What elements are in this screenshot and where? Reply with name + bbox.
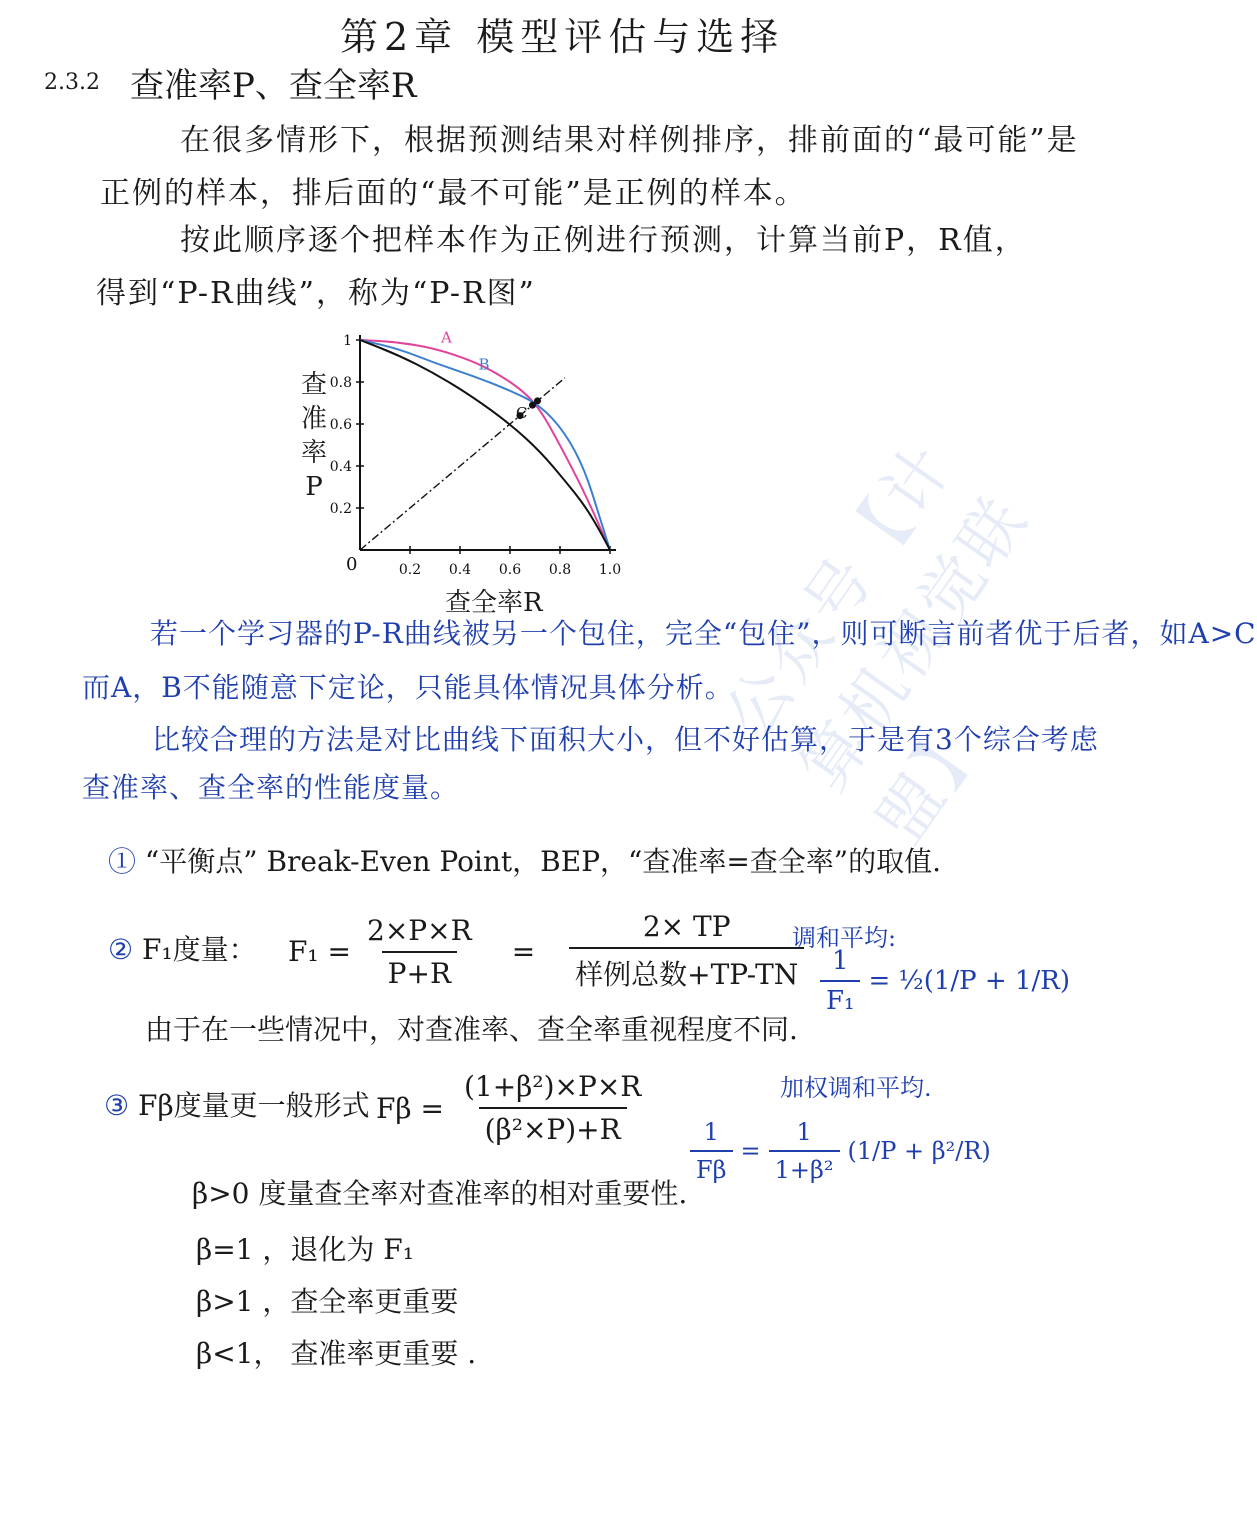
intro-line-4: 得到“P-R曲线”，称为“P-R图” — [96, 276, 536, 311]
chart-bep — [360, 378, 565, 550]
fbeta-note-tail: (1/P + β²/R) — [847, 1137, 991, 1165]
fbeta-note-rhs-den: 1+β² — [769, 1150, 840, 1184]
x-tick-label: 0.4 — [448, 562, 472, 578]
f1-note-rhs: = ½(1/P + 1/R) — [868, 966, 1070, 996]
beta-line-3: β>1 ，查全率更重要 — [196, 1285, 459, 1318]
y-tick-label: 0.6 — [329, 417, 352, 433]
f1-num-1: 2×P×R — [367, 913, 472, 947]
chart-labels — [440, 328, 527, 422]
fbeta-note-formula — [690, 1118, 991, 1184]
section-title: 查准率P、查全率R — [130, 66, 417, 106]
fbeta-note-lhs — [690, 1118, 733, 1184]
f1-den-2: 样例总数+TP-TN — [569, 947, 804, 993]
f1-note-lhs-num: 1 — [831, 946, 849, 976]
marker-2: ② — [108, 933, 134, 966]
f1-note-lhs — [820, 946, 860, 1016]
y-tick-label: 0.2 — [329, 501, 352, 517]
marker-3: ③ — [104, 1089, 130, 1122]
measure-fbeta-label — [104, 1084, 370, 1124]
f1-formula — [288, 910, 804, 993]
x-tick-label: 0.6 — [498, 562, 522, 578]
chapter-title: 第2章 模型评估与选择 — [340, 15, 785, 59]
fbeta-note-rhs-num: 1 — [796, 1118, 812, 1146]
y-tick-label: 0.4 — [329, 459, 352, 475]
fbeta-den: (β²×P)+R — [479, 1107, 627, 1146]
y-tick-label: 0.8 — [329, 375, 352, 391]
measure-f1-label — [108, 928, 257, 968]
beta-line-1: β>0 度量查全率对查准率的相对重要性. — [192, 1177, 688, 1210]
f1-note-lhs-den: F₁ — [820, 980, 860, 1016]
fbeta-label: Fβ度量更一般形式 — [138, 1089, 370, 1122]
bep-text: “平衡点” Break-Even Point，BEP，“查准率=查全率”的取值. — [144, 845, 942, 878]
fbeta-formula — [376, 1070, 647, 1146]
analysis-line-3: 比较合理的方法是对比曲线下面积大小，但不好估算，于是有3个综合考虑 — [152, 723, 1099, 756]
fbeta-num: (1+β²)×P×R — [463, 1070, 642, 1103]
beta-line-4: β<1， 查准率更重要 . — [196, 1337, 477, 1370]
beta-line-2: β=1 ，退化为 F₁ — [196, 1233, 414, 1266]
analysis-line-2: 而A，B不能随意下定论，只能具体情况具体分析。 — [82, 671, 734, 704]
f1-remark: 由于在一些情况中，对查准率、查全率重视程度不同. — [145, 1013, 798, 1046]
measure-bep — [108, 840, 941, 880]
fbeta-note-title: 加权调和平均. — [780, 1074, 932, 1102]
x-tick-label: 1.0 — [598, 562, 622, 578]
fbeta-fraction — [458, 1070, 647, 1146]
marker-1: ① — [108, 845, 137, 878]
watermark: 公众号【计算机视觉联盟】 — [712, 430, 1044, 857]
intro-line-1: 在很多情形下，根据预测结果对样例排序，排前面的“最可能”是 — [180, 123, 1079, 158]
f1-num-2: 2× TP — [642, 910, 731, 943]
analysis-line-4: 查准率、查全率的性能度量。 — [82, 771, 460, 804]
x-tick-label: 0.8 — [548, 562, 572, 578]
fbeta-note-lhs-den: Fβ — [690, 1150, 733, 1184]
intro-line-2: 正例的样本，排后面的“最不可能”是正例的样本。 — [100, 176, 807, 211]
series-label-b: B — [478, 355, 490, 374]
intro-line-3: 按此顺序逐个把样本作为正例进行预测，计算当前P，R值， — [180, 223, 1027, 258]
f1-label: F₁度量： — [142, 933, 257, 966]
f1-eq: = — [511, 935, 536, 968]
fbeta-note-rhs — [769, 1118, 840, 1184]
fbeta-note-eq: = — [740, 1137, 761, 1165]
series-label-c: C — [516, 404, 528, 422]
fbeta-note-lhs-num: 1 — [703, 1118, 719, 1146]
y-tick-label: 1 — [343, 333, 352, 349]
bep-point — [534, 397, 541, 404]
chart-xlabel: 查全率R — [445, 588, 543, 618]
analysis-line-1: 若一个学习器的P-R曲线被另一个包住，完全“包住”，则可断言前者优于后者，如A>C — [150, 617, 1257, 650]
f1-note-title: 调和平均: — [792, 924, 897, 952]
series-label-a: A — [441, 328, 452, 347]
f1-lhs: F₁ = — [288, 935, 352, 968]
f1-fraction-2 — [569, 910, 804, 993]
f1-den-1: P+R — [382, 951, 457, 990]
fbeta-lhs: Fβ = — [376, 1091, 444, 1125]
pr-curve-chart — [290, 300, 650, 620]
x-tick-label: 0.2 — [398, 562, 422, 578]
origin-label: 0 — [346, 554, 358, 575]
chart-ylabel: 查准率P — [300, 370, 327, 502]
f1-note-formula — [820, 946, 1070, 1016]
section-number: 2.3.2 — [44, 70, 100, 95]
f1-fraction-1 — [361, 914, 478, 990]
